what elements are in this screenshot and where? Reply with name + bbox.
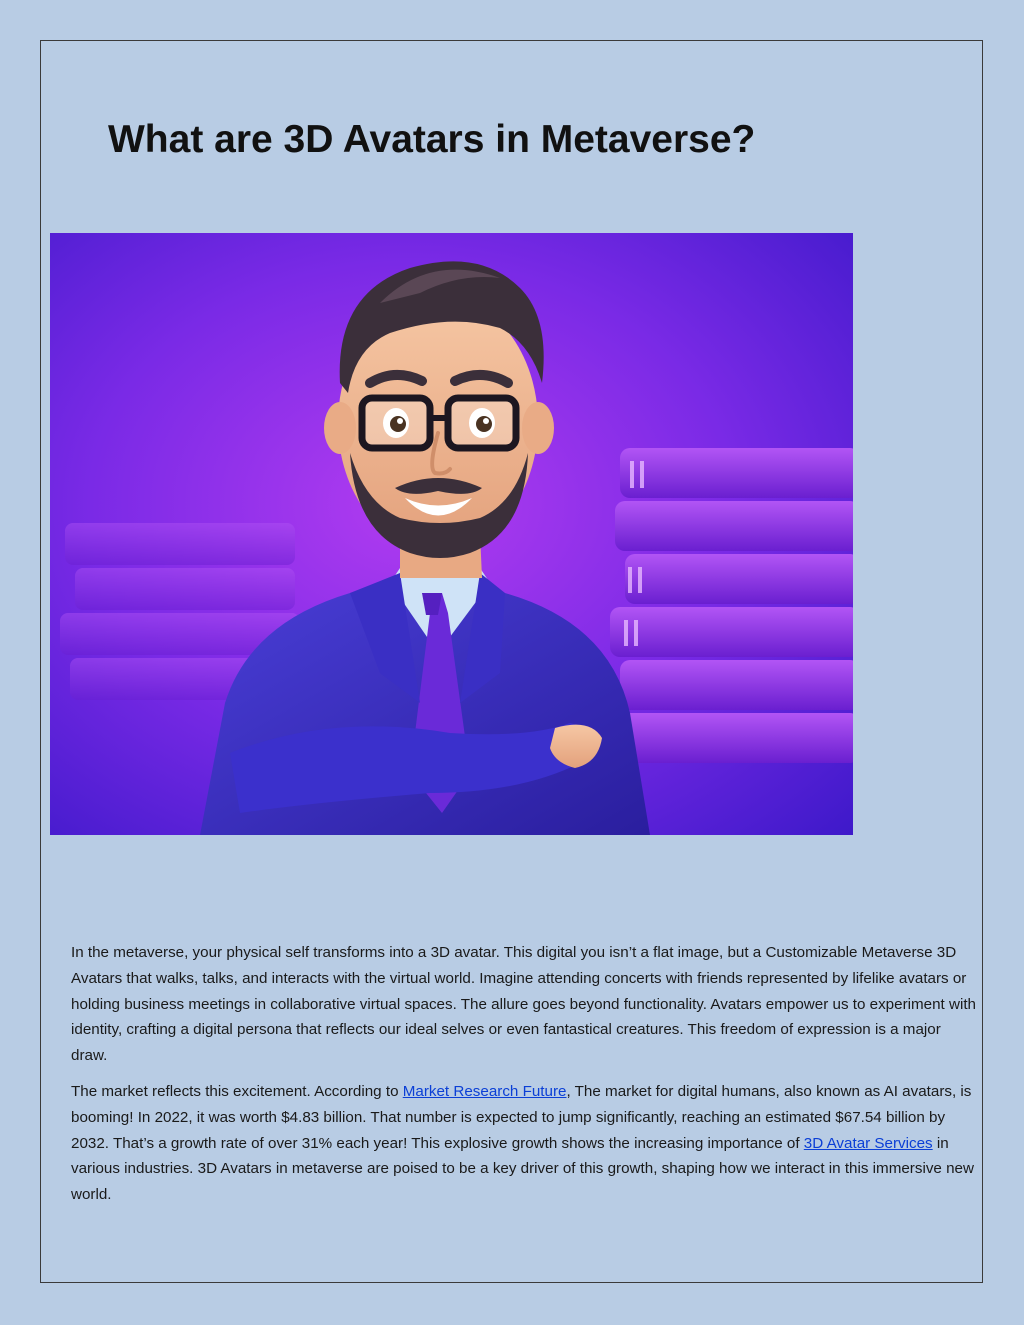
paragraph-market-part2: , The market for digital humans, also known as AI avatars, is booming! In 2022, it was worth $4.83 billion. That number is expected to jump significantly, reaching an estimated $67.54 billion by 2032. That’s a growth rate of over 31% each year! This explosive growth shows the increasing importance of	[71, 1082, 972, 1152]
hero-image	[50, 233, 853, 835]
page-title: What are 3D Avatars in Metaverse?	[108, 118, 756, 161]
paragraph-market-part1: The market reflects this excitement. According to	[71, 1082, 403, 1100]
market-research-future-link[interactable]: Market Research Future	[402, 1082, 567, 1100]
paragraph-market-part3: in various industries. 3D Avatars in metaverse are poised to be a key driver of this growth, shaping how we interact in this immersive new world.	[71, 1134, 974, 1204]
avatar-illustration-icon	[50, 233, 853, 835]
paragraph-market	[71, 1079, 976, 1208]
article-body	[71, 940, 976, 1218]
3d-avatar-services-link[interactable]: 3D Avatar Services	[803, 1134, 933, 1152]
paragraph-intro: In the metaverse, your physical self transforms into a 3D avatar. This digital you isn’t a flat image, but a Customizable Metaverse 3D Avatars that walks, talks, and interacts with the virtual world. Imagine attending concerts with friends represented by lifelike avatars or holding business meetings in collaborative virtual spaces. The allure goes beyond functionality. Avatars empower us to experiment with identity, crafting a digital persona that reflects our ideal selves or even fantastical creatures. This freedom of expression is a major draw.	[71, 944, 976, 1065]
